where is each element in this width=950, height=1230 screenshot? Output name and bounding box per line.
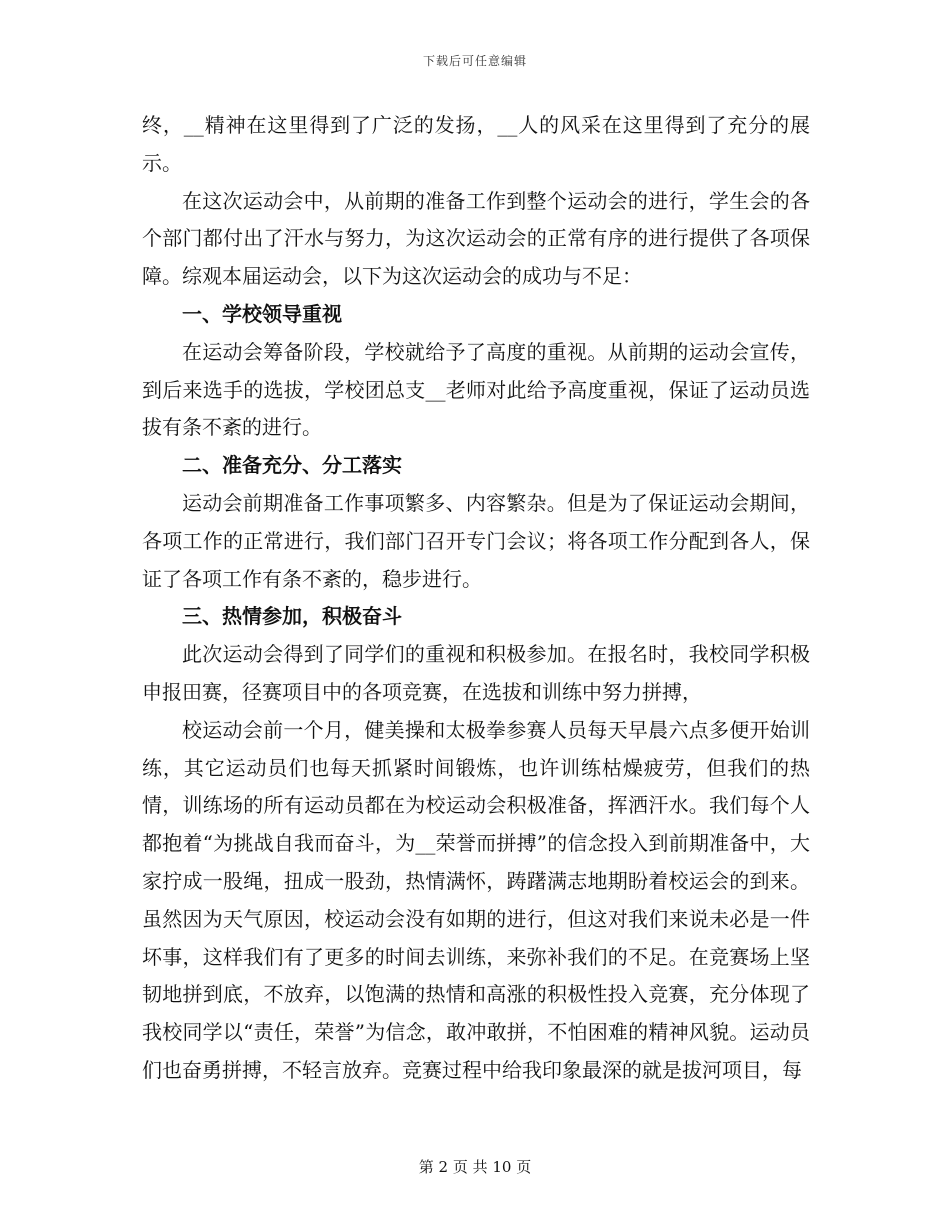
- paragraph: 终，__精神在这里得到了广泛的发扬，__人的风采在这里得到了充分的展示。: [142, 113, 810, 175]
- page-footer: 第 2 页 共 10 页: [418, 1158, 532, 1176]
- section-heading: 三、热情参加，积极奋斗: [182, 604, 402, 629]
- paragraph: 此次运动会得到了同学们的重视和积极参加。在报名时，我校同学积极申报田赛，径赛项目中的各项竞赛，在选拔和训练中努力拼搏，: [142, 642, 810, 704]
- paragraph: 校运动会前一个月，健美操和太极拳参赛人员每天早晨六点多便开始训练，其它运动员们也每天抓紧时间锻炼，也许训练枯燥疲劳，但我们的热情，训练场的所有运动员都在为校运动会积极准备，挥洒汗水。我们每个人都抱着“为挑战自我而奋斗，为__荣誉而拼搏”的信念投入到前期准备中，大家拧成一股绳，扭成一股劲，热情满怀，踌躇满志地期盼着校运会的到来。虽然因为天气原因，校运动会没有如期的进行，但这对我们来说未必是一件坏事，这样我们有了更多的时间去训练，来弥补我们的不足。在竞赛场上坚韧地拼到底，不放弃，以饱满的热情和高涨的积极性投入竞赛，充分体现了我校同学以“责任，荣誉”为信念，敢冲敢拼，不怕困难的精神风貌。运动员们也奋勇拼搏，不轻言放弃。竞赛过程中给我印象最深的就是拔河项目，每: [142, 717, 810, 1082]
- paragraph: 在运动会筹备阶段，学校就给予了高度的重视。从前期的运动会宣传，到后来选手的选拔，学校团总支__老师对此给予高度重视，保证了运动员选拔有条不紊的进行。: [142, 339, 810, 440]
- paragraph: 在这次运动会中，从前期的准备工作到整个运动会的进行，学生会的各个部门都付出了汗水与努力，为这次运动会的正常有序的进行提供了各项保障。综观本届运动会，以下为这次运动会的成功与不足：: [142, 188, 810, 289]
- page-header: 下载后可任意编辑: [422, 54, 527, 68]
- section-heading: 一、学校领导重视: [182, 301, 342, 326]
- paragraph: 运动会前期准备工作事项繁多、内容繁杂。但是为了保证运动会期间，各项工作的正常进行，我们部门召开专门会议；将各项工作分配到各人，保证了各项工作有条不紊的，稳步进行。: [142, 490, 810, 591]
- section-heading: 二、准备充分、分工落实: [182, 453, 402, 478]
- document-body: [142, 107, 810, 1090]
